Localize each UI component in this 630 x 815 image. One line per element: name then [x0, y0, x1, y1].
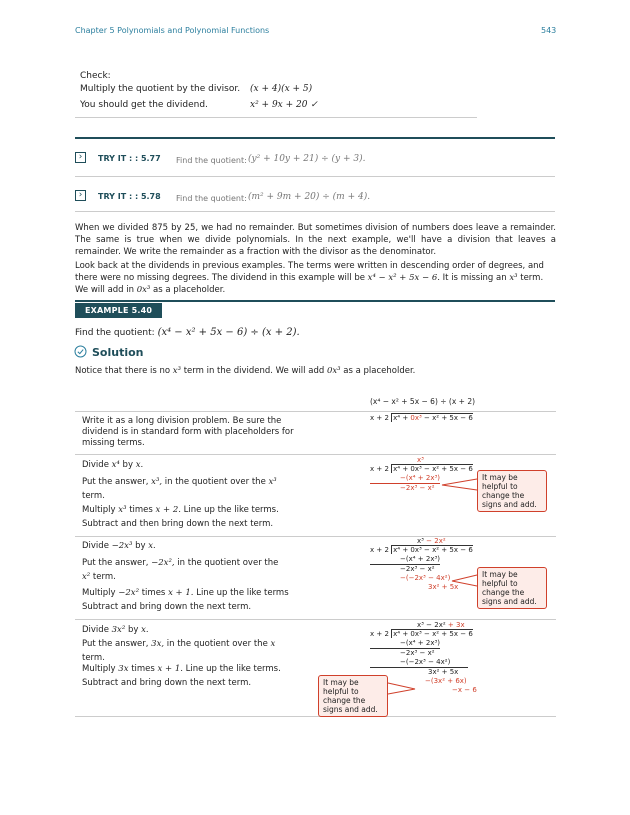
chevron-right-icon[interactable]: › [75, 190, 86, 201]
step-3-text: Divide −2x³ by x. Put the answer, −2x², in the quotient over the x² term. Multiply −2x² times x + 1. Line up the like terms Subtract and bring down the next term. [82, 541, 289, 612]
hint-callout: It may be helpful to change the signs and add. [477, 470, 547, 512]
check-title: Check: [80, 71, 111, 81]
table-rule [75, 619, 556, 620]
step-4-text: Divide 3x² by x. Put the answer, 3x, in the quotient over the x term. Multiply 3x times x + 1. Line up the like terms. Subtract and bring down the next term. [82, 625, 281, 688]
table-rule [75, 716, 556, 717]
check-divider [75, 117, 477, 118]
callout-pointer [450, 574, 478, 588]
hint-callout: It may be helpful to change the signs and add. [477, 567, 547, 609]
try-it-divider [75, 176, 555, 177]
check-line2-math: x² + 9x + 20 ✓ [250, 100, 318, 110]
step-1-long-division: x + 2 x⁴ + 0x³ − x² + 5x − 6 [370, 414, 473, 422]
table-rule [75, 411, 556, 412]
step-2-text: Divide x⁴ by x. Put the answer, x³, in the quotient over the x³ term. Multiply x³ times x + 2. Line up the like terms. Subtract and then bring down the next term. [82, 460, 279, 529]
callout-pointer [440, 478, 478, 492]
try-it-prompt: Find the quotient: [176, 194, 247, 203]
page-number: 543 [541, 26, 557, 35]
try-it-divider [75, 211, 555, 212]
example-rule [75, 300, 555, 302]
try-it-label: TRY IT : : 5.78 [98, 192, 161, 201]
step-1-text: Write it as a long division problem. Be sure the dividend is in standard form with placeholders for missing terms. [82, 416, 294, 448]
notice-text: Notice that there is no x³ term in the dividend. We will add 0x³ as a placeholder. [75, 366, 416, 376]
table-rule [75, 536, 556, 537]
step-4-long-division: x³ − 2x² + 3x x + 2 x⁴ + 0x³ − x² + 5x − 6 −(x⁴ + 2x³) −2x³ − x² −(−2x³ − 4x²) 3x² + 5x −(3x² + 6x) −x − 6 [370, 621, 477, 694]
try-it-expr: (m² + 9m + 20) ÷ (m + 4). [248, 192, 371, 202]
table-rule [75, 454, 556, 455]
division-expression: (x⁴ − x² + 5x − 6) ÷ (x + 2) [370, 397, 476, 406]
try-it-label: TRY IT : : 5.77 [98, 154, 161, 163]
solution-label: Solution [92, 346, 144, 359]
paragraph-remainder: When we divided 875 by 25, we had no remainder. But sometimes division of numbers does leave a remainder. The same is true when we divide polynomials. In the next example, we'll have a division that leaves a remainder. We write the remainder as a fraction with the divisor as the denominator. [75, 223, 556, 257]
paragraph-missing-degree: Look back at the dividends in previous examples. The terms were written in descending order of degrees, and there were no missing degrees. The dividend in this example will be x⁴ − x² + 5x − 6. It is missing an x³ term. We will add in 0x³ as a placeholder. [75, 261, 544, 295]
check-line2: You should get the dividend. [80, 100, 208, 110]
try-it-rule [75, 137, 555, 139]
check-line1: Multiply the quotient by the divisor. [80, 84, 241, 94]
example-tag: EXAMPLE 5.40 [75, 303, 162, 318]
try-it-prompt: Find the quotient: [176, 156, 247, 165]
step-2-long-division: x³ x + 2 x⁴ + 0x³ − x² + 5x − 6 −(x⁴ + 2x³) −2x³ − x² [370, 456, 473, 492]
example-prompt: Find the quotient: (x⁴ − x² + 5x − 6) ÷ (x + 2). [75, 327, 300, 338]
running-header: Chapter 5 Polynomials and Polynomial Functions [75, 26, 270, 35]
chevron-right-icon[interactable]: › [75, 152, 86, 163]
check-line1-math: (x + 4)(x + 5) [250, 84, 313, 94]
step-3-long-division: x³ − 2x² x + 2 x⁴ + 0x³ − x² + 5x − 6 −(x⁴ + 2x³) −2x³ − x² −(−2x³ − 4x²) 3x² + 5x [370, 537, 473, 591]
hint-callout: It may be helpful to change the signs and add. [318, 675, 388, 717]
check-circle-icon [74, 345, 87, 358]
try-it-expr: (y² + 10y + 21) ÷ (y + 3). [248, 154, 366, 164]
callout-pointer [387, 682, 417, 696]
